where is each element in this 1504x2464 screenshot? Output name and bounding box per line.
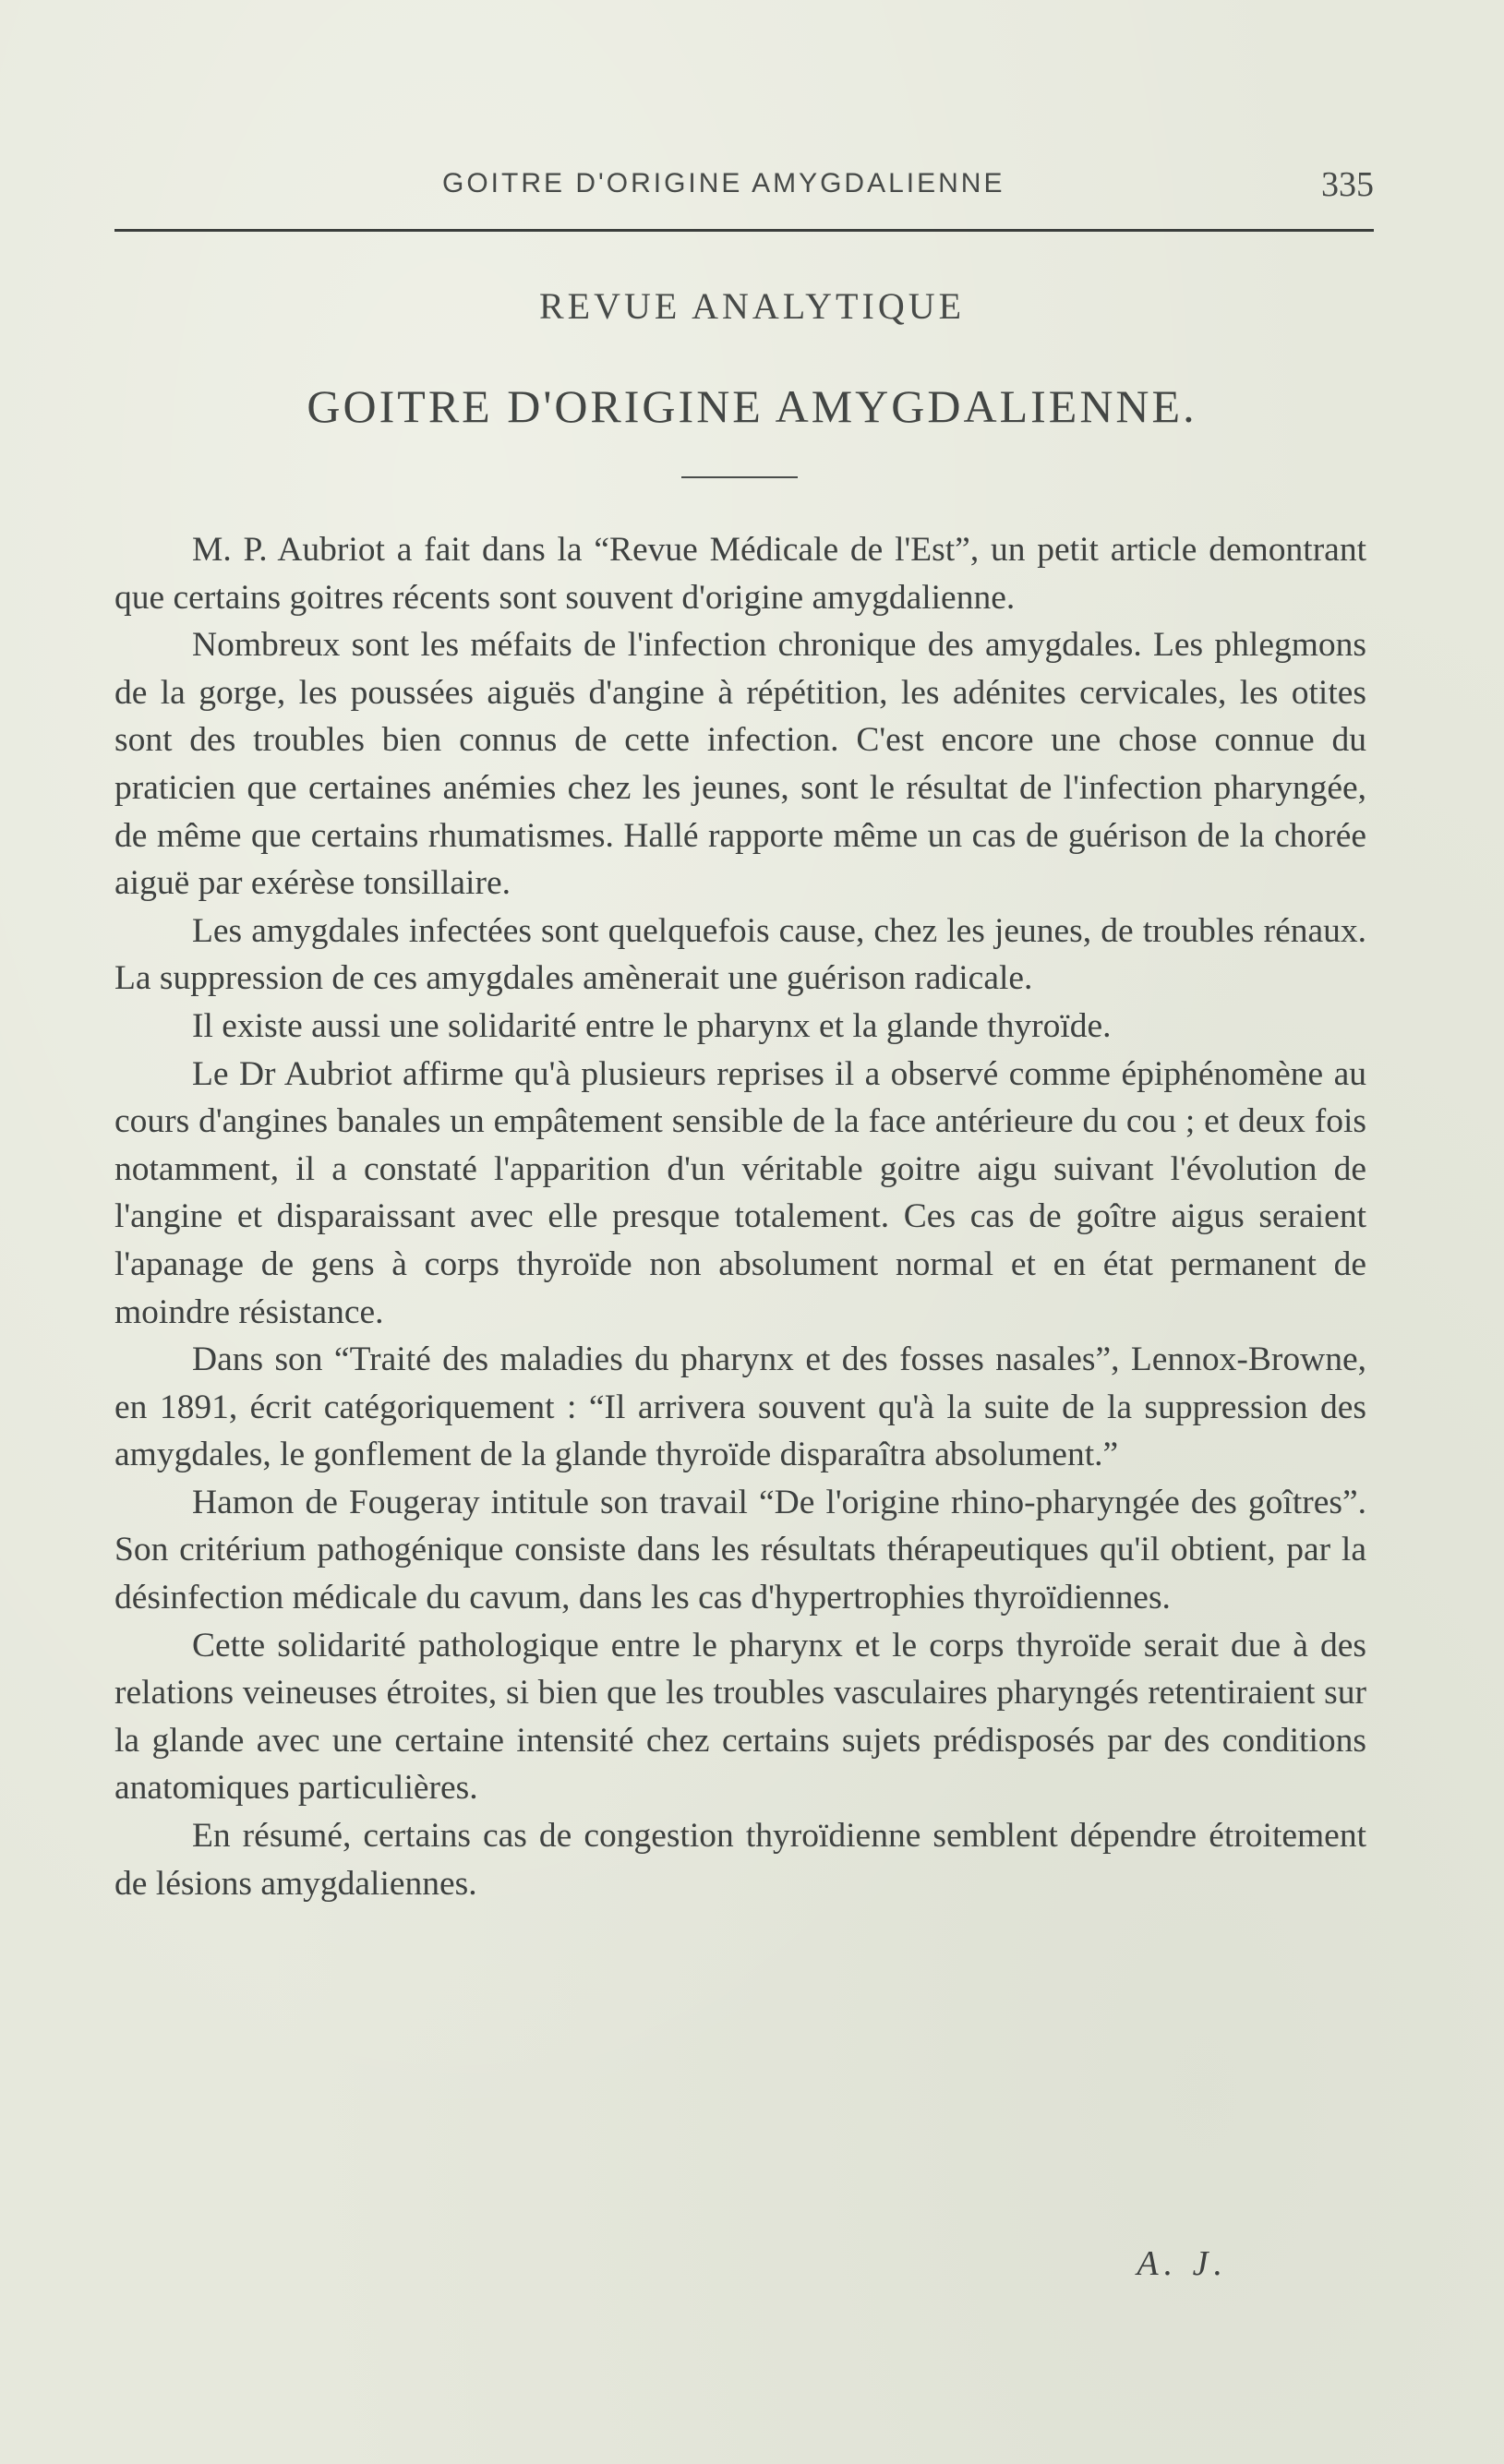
- paragraph-8: Cette solidarité pathologique entre le pharynx et le corps thyroïde serait due à des relations veineuses étroites, si bien que les troubles vasculaires pharyngés retentiraient sur la glande avec une certaine intensité chez certains sujets prédisposés par des conditions anatomiques particulières.: [114, 1626, 1366, 1808]
- page-number: 335: [1321, 165, 1374, 204]
- paragraph-6: Dans son “Traité des maladies du pharynx et des fosses nasales”, Lennox-Browne, en 1891, écrit catégoriquement : “Il arrivera souvent qu'à la suite de la suppression des amygdales, le gonflement de la glande thyroïde disparaîtra absolument.”: [114, 1340, 1366, 1474]
- article-title: GOITRE D'ORIGINE AMYGDALIENNE.: [307, 380, 1197, 432]
- paragraph-9: En résumé, certains cas de congestion thyroïdienne semblent dépendre étroitement de lésions amygdaliennes.: [114, 1817, 1366, 1903]
- article-body: [114, 526, 1366, 1907]
- paragraph-3: Les amygdales infectées sont quelquefois cause, chez les jeunes, de troubles rénaux. La suppression de ces amygdales amènerait une guérison radicale.: [114, 911, 1366, 998]
- header-rule: [114, 229, 1374, 232]
- running-header: [114, 164, 1374, 207]
- title-divider: [681, 476, 798, 478]
- paragraph-7: Hamon de Fougeray intitule son travail “De l'origine rhino-pharyngée des goîtres”. Son critérium pathogénique consiste dans les résultats thérapeutiques qu'il obtient, par la désinfection médicale du cavum, dans les cas d'hypertrophies thyroïdiennes.: [114, 1483, 1366, 1617]
- running-title: GOITRE D'ORIGINE AMYGDALIENNE: [442, 168, 1005, 198]
- paragraph-2: Nombreux sont les méfaits de l'infection chronique des amygdales. Les phlegmons de la gorge, les poussées aiguës d'angine à répétition, les adénites cervicales, les otites sont des troubles bien connus de cette infection. C'est encore une chose connue du praticien que certaines anémies chez les jeunes, sont le résultat de l'infection pharyngée, de même que certains rhumatismes. Hallé rapporte même un cas de guérison de la chorée aiguë par exérèse tonsillaire.: [114, 626, 1366, 903]
- paragraph-4: Il existe aussi une solidarité entre le pharynx et la glande thyroïde.: [192, 1006, 1112, 1045]
- section-label: REVUE ANALYTIQUE: [538, 285, 966, 327]
- author-signature: A. J.: [1137, 2244, 1228, 2283]
- paragraph-1: M. P. Aubriot a fait dans la “Revue Médicale de l'Est”, un petit article demontrant que certains goitres récents sont souvent d'origine amygdalienne.: [114, 531, 1366, 617]
- paragraph-5: Le Dr Aubriot affirme qu'à plusieurs reprises il a observé comme épiphénomène au cours d'angines banales un empâtement sensible de la face antérieure du cou ; et deux fois notamment, il a constaté l'apparition d'un véritable goitre aigu suivant l'évolution de l'angine et disparaissant avec elle presque totalement. Ces cas de goître aigus seraient l'apanage de gens à corps thyroïde non absolument normal et en état permanent de moindre résistance.: [114, 1054, 1366, 1331]
